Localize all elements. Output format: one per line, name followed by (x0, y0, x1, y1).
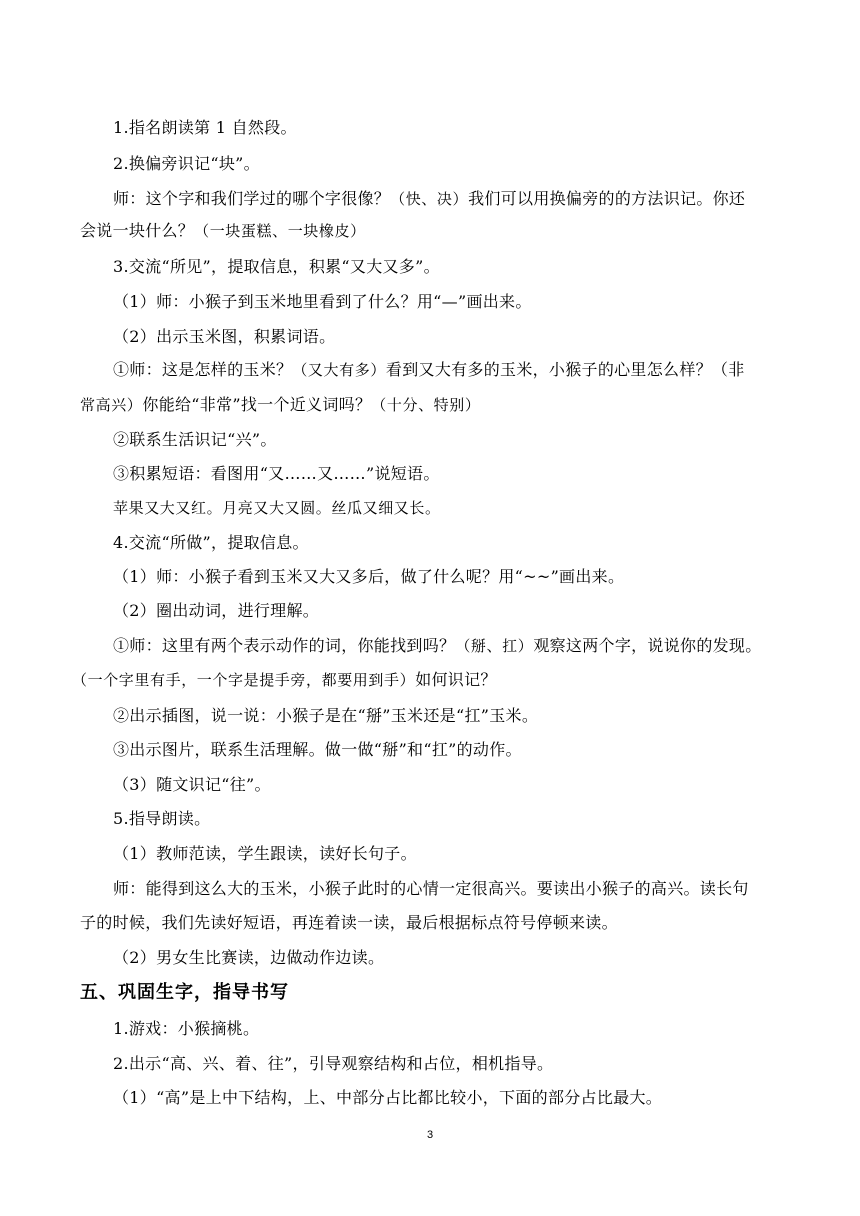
circle-3-line (80, 464, 800, 484)
step-4 (80, 533, 800, 553)
step-4-sub-2 (80, 601, 800, 621)
answer-note: （又大有多） (292, 361, 386, 379)
gao-structure-line (80, 1088, 800, 1108)
writing-guide-line (80, 1054, 800, 1074)
text: 子的时候，我们先读好短语，再连着读一读，最后根据标点符号停顿来读。 (80, 913, 618, 932)
text: 如何识记？ (415, 670, 497, 689)
text: （3）随文识记“往”。 (113, 775, 271, 794)
text: 3.交流“所见”，提取信息，积累“又大又多”。 (113, 257, 440, 276)
text: ③出示图片，联系生活理解。做一做“掰”和“扛”的动作。 (113, 740, 522, 759)
text: （1）教师范读，学生跟读，读好长句子。 (113, 844, 417, 863)
text: （1）师：小猴子看到玉米又大又多后，做了什么呢？用“~~”画出来。 (113, 567, 625, 586)
text: ③积累短语：看图用“又……又……”说短语。 (113, 464, 440, 483)
text: 五、巩固生字，指导书写 (80, 982, 289, 1003)
text: 师：能得到这么大的玉米，小猴子此时的心情一定很高兴。要读出小猴子的高兴。读长句 (113, 879, 749, 898)
phrase-examples (80, 498, 800, 518)
page-number: 3 (426, 1129, 434, 1141)
teacher-line (80, 189, 800, 209)
text: ②联系生活识记“兴”。 (113, 430, 277, 449)
section-heading (80, 983, 800, 1003)
answer-note: 常高兴） (80, 396, 143, 414)
step-5-sub-2 (80, 948, 800, 968)
verb-question (80, 636, 800, 656)
step-1 (80, 118, 800, 138)
text: （2）出示玉米图，积累词语。 (113, 327, 336, 346)
game-line (80, 1019, 800, 1039)
text: ②出示插图，说一说：小猴子是在“掰”玉米还是“扛”玉米。 (113, 706, 539, 725)
text: 会说一块什么？ (80, 221, 195, 240)
circle-2-line (80, 430, 800, 450)
text: 2.换偏旁识记“块”。 (113, 154, 260, 173)
answer-note: （一个字里有手，一个字是提手旁，都要用到手） (72, 671, 416, 689)
step-5-sub-1 (80, 844, 800, 864)
answer-note: （快、决） (390, 190, 469, 208)
answer-note: （十分、特别） (371, 396, 481, 414)
text: 你能给“非常”找一个近义词吗？ (142, 395, 372, 414)
teacher-line-cont (80, 221, 800, 241)
text: （2）男女生比赛读，边做动作边读。 (113, 948, 385, 967)
teacher-reading-line (80, 879, 800, 899)
answer-note: （掰、扛） (455, 637, 534, 655)
answer-note: （一块蛋糕、一块橡皮） (194, 222, 366, 240)
corn-question-cont (80, 395, 800, 415)
text: 师：这个字和我们学过的哪个字很像？ (113, 189, 391, 208)
corn-question (80, 360, 800, 380)
step-4-sub-1 (80, 567, 800, 587)
text: 观察这两个字，说说你的发现。 (533, 636, 762, 655)
step-4-sub-3 (80, 775, 800, 795)
text: 1.指名朗读第 1 自然段。 (113, 118, 297, 137)
text: 2.出示“高、兴、着、往”，引导观察结构和占位，相机指导。 (113, 1054, 554, 1073)
circle-3-picture (80, 740, 800, 760)
text: 5.指导朗读。 (113, 809, 211, 828)
text: 4.交流“所做”，提取信息。 (113, 533, 309, 552)
text: （1）师：小猴子到玉米地里看到了什么？用“—”画出来。 (113, 292, 532, 311)
text: 我们可以用换偏旁的的方法识记。你还 (468, 189, 746, 208)
text: （2）圈出动词，进行理解。 (113, 601, 320, 620)
text: 1.游戏：小猴摘桃。 (113, 1019, 260, 1038)
text: （1）“高”是上中下结构，上、中部分占比都比较小，下面的部分占比最大。 (113, 1088, 663, 1107)
step-3-sub-1 (80, 292, 800, 312)
step-2 (80, 154, 800, 174)
teacher-reading-line-cont (80, 913, 800, 933)
text: 苹果又大又红。月亮又大又圆。丝瓜又细又长。 (113, 499, 441, 517)
verb-question-cont (72, 670, 800, 690)
text: 看到又大有多的玉米，小猴子的心里怎么样？（非 (385, 360, 745, 379)
step-5 (80, 809, 800, 829)
step-3-sub-2 (80, 327, 800, 347)
circle-2-illustration (80, 706, 800, 726)
text: ①师：这是怎样的玉米？ (113, 360, 293, 379)
step-3 (80, 257, 800, 277)
text: ①师：这里有两个表示动作的词，你能找到吗？ (113, 636, 456, 655)
